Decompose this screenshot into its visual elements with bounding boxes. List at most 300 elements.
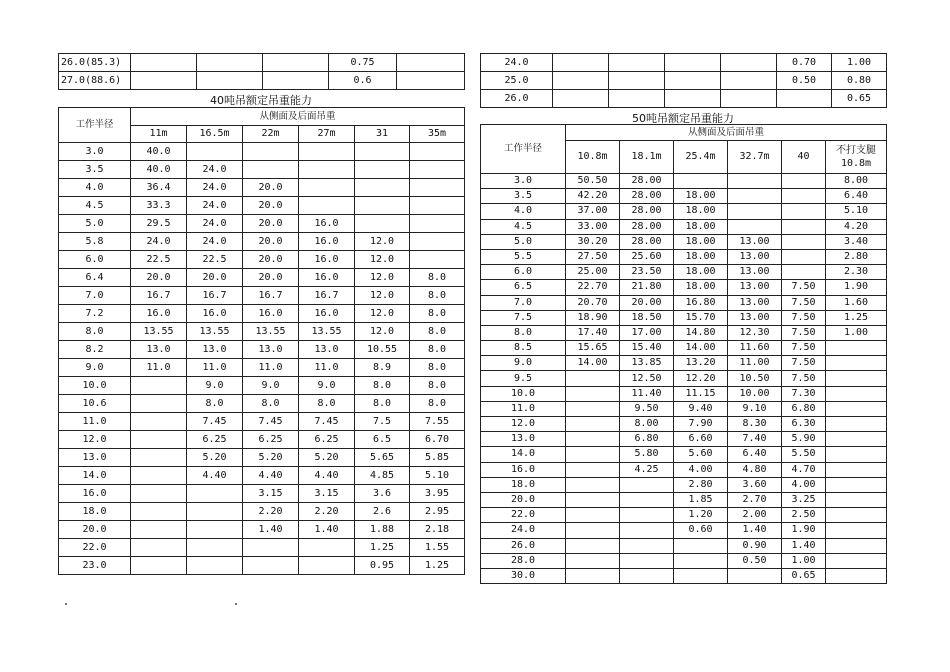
load-cell: 20.0 [243,269,299,287]
radius-cell: 16.0 [59,485,131,503]
radius-cell: 9.5 [481,371,566,386]
load-cell: 13.0 [243,341,299,359]
radius-cell: 6.0 [481,265,566,280]
load-cell [826,477,887,492]
table-row [59,467,465,485]
load-cell: 2.20 [243,503,299,521]
load-cell: 7.50 [782,310,826,325]
load-cell: 25.60 [620,249,674,264]
radius-header: 工作半径 [481,125,566,174]
load-cell [721,72,777,90]
load-cell: 7.50 [782,356,826,371]
load-cell: 6.25 [187,431,243,449]
load-cell: 5.65 [355,449,410,467]
radius-cell: 3.5 [481,189,566,204]
load-cell: 7.50 [782,371,826,386]
load-cell: 3.15 [299,485,355,503]
load-cell: 0.90 [728,538,782,553]
radius-cell: 18.0 [59,503,131,521]
radius-cell: 12.0 [481,417,566,432]
column-header: 27m [299,126,355,143]
load-cell [187,503,243,521]
load-cell [410,233,465,251]
table-row [481,265,887,280]
table-row [59,539,465,557]
load-cell: 4.25 [620,462,674,477]
load-cell: 16.0 [299,269,355,287]
load-cell: 1.00 [832,54,887,72]
table-row [59,413,465,431]
load-cell: 18.00 [674,265,728,280]
load-cell: 6.40 [826,189,887,204]
load-cell: 6.30 [782,417,826,432]
load-cell: 5.10 [826,204,887,219]
radius-cell: 9.0 [59,359,131,377]
load-cell [553,90,609,108]
load-cell [782,234,826,249]
load-cell: 29.5 [131,215,187,233]
table-row [59,449,465,467]
radius-cell: 22.0 [481,508,566,523]
load-cell: 10.00 [728,386,782,401]
load-cell [131,539,187,557]
table-row [59,395,465,413]
load-cell [566,432,620,447]
radius-cell: 24.0 [481,54,553,72]
load-cell [728,204,782,219]
load-cell: 4.70 [782,462,826,477]
load-cell: 13.55 [243,323,299,341]
load-cell: 11.15 [674,386,728,401]
column-header: 18.1m [620,141,674,174]
load-cell [263,72,329,90]
column-header: 31 [355,126,410,143]
load-cell: 28.00 [620,234,674,249]
load-cell: 20.0 [187,269,243,287]
load-cell: 0.75 [329,54,397,72]
load-cell [721,90,777,108]
right-continuation-table [480,53,887,108]
load-cell: 15.40 [620,341,674,356]
load-cell: 0.65 [832,90,887,108]
load-cell: 21.80 [620,280,674,295]
table-row [481,492,887,507]
load-cell [553,72,609,90]
radius-cell: 3.0 [481,174,566,189]
load-cell: 1.90 [782,523,826,538]
load-cell [620,508,674,523]
load-cell: 16.80 [674,295,728,310]
radius-cell: 4.5 [481,219,566,234]
load-cell [665,72,721,90]
load-cell: 8.0 [410,341,465,359]
load-cell [566,386,620,401]
load-cell: 11.60 [728,341,782,356]
load-cell: 3.40 [826,234,887,249]
load-cell: 18.50 [620,310,674,325]
load-cell: 13.0 [187,341,243,359]
radius-cell: 5.0 [59,215,131,233]
load-cell: 3.15 [243,485,299,503]
load-cell [826,432,887,447]
load-cell: 2.00 [728,508,782,523]
load-cell: 11.0 [131,359,187,377]
load-cell: 7.50 [782,280,826,295]
load-cell: 7.90 [674,417,728,432]
radius-cell: 24.0 [481,523,566,538]
load-cell: 11.0 [299,359,355,377]
table-row [59,72,465,90]
load-cell: 8.0 [410,359,465,377]
load-cell: 14.00 [674,341,728,356]
load-cell: 36.4 [131,179,187,197]
radius-cell: 3.0 [59,143,131,161]
load-cell: 16.0 [299,215,355,233]
table-row [481,356,887,371]
table-row [59,557,465,575]
load-cell: 2.95 [410,503,465,521]
load-cell: 13.00 [728,265,782,280]
load-cell: 5.80 [620,447,674,462]
load-cell: 22.5 [187,251,243,269]
load-cell: 1.88 [355,521,410,539]
load-cell [826,371,887,386]
load-cell: 20.0 [243,179,299,197]
load-cell: 11.40 [620,386,674,401]
load-cell: 23.50 [620,265,674,280]
load-cell: 7.45 [299,413,355,431]
load-cell [243,539,299,557]
load-cell: 40.0 [131,143,187,161]
load-cell: 2.6 [355,503,410,521]
load-cell [826,523,887,538]
load-cell [187,521,243,539]
column-header: 25.4m [674,141,728,174]
load-cell [826,553,887,568]
table-row [481,54,887,72]
radius-cell: 5.5 [481,249,566,264]
load-cell: 12.0 [355,287,410,305]
load-cell: 2.80 [674,477,728,492]
load-cell: 7.40 [728,432,782,447]
load-cell: 8.0 [243,395,299,413]
load-cell: 25.00 [566,265,620,280]
radius-header: 工作半径 [59,108,131,143]
load-cell: 16.7 [243,287,299,305]
load-cell: 12.0 [355,233,410,251]
load-cell [620,553,674,568]
load-cell [243,161,299,179]
radius-cell: 20.0 [59,521,131,539]
load-cell [620,477,674,492]
table-row [59,143,465,161]
load-cell: 7.55 [410,413,465,431]
radius-cell: 10.6 [59,395,131,413]
table-row [481,432,887,447]
table-row [481,325,887,340]
load-cell: 10.55 [355,341,410,359]
radius-cell: 14.0 [59,467,131,485]
radius-cell: 6.0 [59,251,131,269]
load-cell [674,174,728,189]
load-cell [728,189,782,204]
load-cell: 6.80 [782,401,826,416]
load-cell [620,538,674,553]
radius-cell: 4.0 [481,204,566,219]
table-row [481,508,887,523]
load-cell [263,54,329,72]
load-cell: 17.40 [566,325,620,340]
load-cell [299,557,355,575]
load-cell [187,557,243,575]
load-cell: 12.30 [728,325,782,340]
load-cell: 18.00 [674,234,728,249]
load-cell: 42.20 [566,189,620,204]
load-cell: 12.20 [674,371,728,386]
radius-cell: 26.0 [481,538,566,553]
load-cell: 12.0 [355,305,410,323]
load-cell: 22.5 [131,251,187,269]
load-cell: 22.70 [566,280,620,295]
load-cell [187,485,243,503]
load-cell [566,523,620,538]
load-cell: 7.50 [782,295,826,310]
load-cell: 16.0 [299,251,355,269]
load-cell [782,189,826,204]
load-cell: 50.50 [566,174,620,189]
load-cell [826,508,887,523]
load-cell: 13.0 [299,341,355,359]
load-cell: 3.95 [410,485,465,503]
load-cell: 5.60 [674,447,728,462]
load-cell: 20.70 [566,295,620,310]
load-cell: 4.80 [728,462,782,477]
load-cell [299,539,355,557]
load-cell [243,143,299,161]
load-cell [826,538,887,553]
load-cell: 28.00 [620,204,674,219]
load-cell [826,447,887,462]
load-cell: 1.40 [243,521,299,539]
radius-cell: 28.0 [481,553,566,568]
load-cell [299,197,355,215]
load-cell: 1.60 [826,295,887,310]
load-cell: 12.0 [355,323,410,341]
load-cell: 20.0 [243,215,299,233]
load-cell: 20.00 [620,295,674,310]
load-cell: 0.80 [832,72,887,90]
load-cell [566,401,620,416]
load-cell: 8.00 [620,417,674,432]
load-cell [131,431,187,449]
load-cell: 8.00 [826,174,887,189]
left-continuation-body [59,54,465,90]
load-cell: 6.5 [355,431,410,449]
load-cell [410,251,465,269]
radius-cell: 25.0 [481,72,553,90]
load-cell [620,523,674,538]
load-cell [826,386,887,401]
load-cell: 11.00 [728,356,782,371]
load-cell: 4.20 [826,219,887,234]
load-cell: 27.50 [566,249,620,264]
load-cell: 20.0 [243,251,299,269]
load-cell: 8.0 [410,395,465,413]
table-row [59,323,465,341]
radius-cell: 8.5 [481,341,566,356]
load-cell [721,54,777,72]
load-cell [620,568,674,583]
load-cell: 3.25 [782,492,826,507]
table40-title: 40吨吊额定吊重能力 [210,94,312,107]
load-cell: 13.00 [728,280,782,295]
table-row [59,215,465,233]
column-header: 不打支腿 10.8m [826,141,887,174]
load-cell: 13.00 [728,249,782,264]
load-cell: 16.0 [243,305,299,323]
load-cell: 2.80 [826,249,887,264]
table-row [481,295,887,310]
load-cell [826,462,887,477]
load-cell: 24.0 [187,161,243,179]
load-cell: 37.00 [566,204,620,219]
load-cell [410,161,465,179]
table-row [59,54,465,72]
radius-cell: 13.0 [59,449,131,467]
load-cell: 28.00 [620,189,674,204]
load-cell [728,219,782,234]
load-cell: 3.60 [728,477,782,492]
load-cell: 5.20 [299,449,355,467]
load-cell [826,568,887,583]
radius-cell: 5.8 [59,233,131,251]
table-row [59,485,465,503]
load-cell: 0.6 [329,72,397,90]
load-cell: 14.00 [566,356,620,371]
load-cell [566,477,620,492]
table-row [481,523,887,538]
group-header: 从侧面及后面吊重 [131,108,465,126]
crane-50t-table [480,124,887,584]
load-cell: 5.20 [187,449,243,467]
load-cell: 24.0 [187,233,243,251]
load-cell: 5.50 [782,447,826,462]
load-cell [566,371,620,386]
load-cell [782,265,826,280]
load-cell: 8.0 [299,395,355,413]
load-cell [728,174,782,189]
radius-cell: 8.2 [59,341,131,359]
load-cell [397,54,465,72]
load-cell: 7.30 [782,386,826,401]
load-cell: 8.0 [410,377,465,395]
radius-cell: 27.0(88.6) [59,72,131,90]
load-cell: 7.50 [782,325,826,340]
load-cell: 1.85 [674,492,728,507]
load-cell: 16.7 [187,287,243,305]
load-cell [131,377,187,395]
load-cell: 30.20 [566,234,620,249]
load-cell: 10.50 [728,371,782,386]
radius-cell: 4.0 [59,179,131,197]
radius-cell: 11.0 [59,413,131,431]
load-cell [566,553,620,568]
table-row [481,462,887,477]
load-cell [131,503,187,521]
load-cell: 9.0 [187,377,243,395]
load-cell: 12.50 [620,371,674,386]
load-cell: 1.25 [355,539,410,557]
radius-cell: 22.0 [59,539,131,557]
load-cell: 28.00 [620,174,674,189]
load-cell: 13.00 [728,295,782,310]
load-cell [566,417,620,432]
table40-body [59,143,465,575]
load-cell: 16.0 [187,305,243,323]
load-cell: 5.90 [782,432,826,447]
table-row [481,538,887,553]
load-cell: 7.50 [782,341,826,356]
load-cell [355,197,410,215]
load-cell: 4.00 [782,477,826,492]
radius-cell: 14.0 [481,447,566,462]
load-cell: 6.40 [728,447,782,462]
load-cell [566,538,620,553]
load-cell [355,179,410,197]
load-cell: 9.0 [299,377,355,395]
load-cell [665,90,721,108]
load-cell: 12.0 [355,251,410,269]
load-cell: 3.6 [355,485,410,503]
load-cell: 24.0 [131,233,187,251]
table-row [481,341,887,356]
load-cell: 1.40 [728,523,782,538]
load-cell: 2.18 [410,521,465,539]
load-cell [397,72,465,90]
load-cell: 2.20 [299,503,355,521]
load-cell: 6.60 [674,432,728,447]
load-cell [131,557,187,575]
load-cell: 9.0 [243,377,299,395]
load-cell: 0.95 [355,557,410,575]
load-cell [131,395,187,413]
load-cell [410,179,465,197]
load-cell: 18.00 [674,249,728,264]
load-cell: 28.00 [620,219,674,234]
load-cell: 13.0 [131,341,187,359]
load-cell [826,341,887,356]
radius-cell: 16.0 [481,462,566,477]
load-cell: 9.40 [674,401,728,416]
load-cell: 0.65 [782,568,826,583]
load-cell: 6.25 [299,431,355,449]
load-cell [665,54,721,72]
load-cell [620,492,674,507]
load-cell [782,204,826,219]
load-cell [299,161,355,179]
load-cell: 8.0 [410,269,465,287]
radius-cell: 7.0 [59,287,131,305]
load-cell [782,174,826,189]
load-cell: 1.90 [826,280,887,295]
column-header: 40 [782,141,826,174]
table-row [481,401,887,416]
radius-cell: 30.0 [481,568,566,583]
load-cell [131,72,197,90]
radius-cell: 6.5 [481,280,566,295]
column-header: 22m [243,126,299,143]
load-cell: 1.20 [674,508,728,523]
